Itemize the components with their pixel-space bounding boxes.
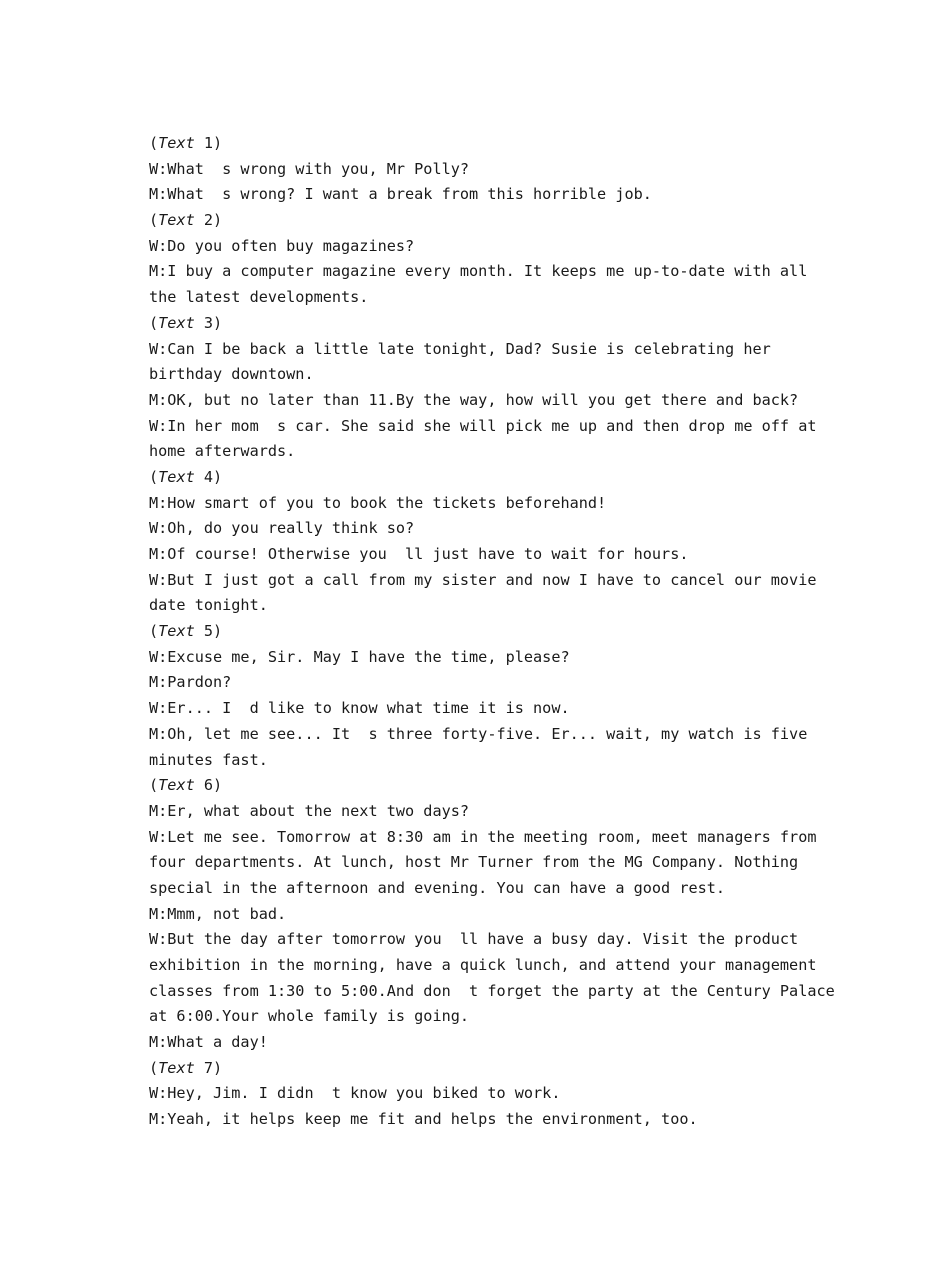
section-number: 4 [203, 467, 214, 486]
dialogue-line: W:But I just got a call from my sister and now I have to cancel our movie [149, 570, 817, 589]
open-paren: ( [149, 776, 159, 795]
dialogue-line: W:What s wrong with you, Mr Polly? [149, 159, 470, 178]
dialogue-line: M:I buy a computer magazine every month. It keeps me up-to-date with all [149, 262, 808, 281]
dialogue-line: at 6:00.Your whole family is going. [149, 1007, 470, 1026]
dialogue-line: M:Of course! Otherwise you ll just have to wait for hours. [149, 545, 689, 563]
dialogue-line: birthday downtown. [149, 365, 314, 384]
dialogue-line: date tonight. [149, 596, 268, 615]
section-label: Text [158, 1058, 195, 1077]
dialogue-line: W:Let me see. Tomorrow at 8:30 am in the meeting room, meet managers from [149, 827, 817, 846]
dialogue-line: W:In her mom s car. She said she will pick me up and then drop me off at [149, 416, 817, 435]
section-number: 1 [203, 134, 214, 152]
section-number: 6 [203, 776, 214, 795]
open-paren: ( [149, 622, 159, 641]
close-paren: ) [213, 211, 223, 230]
section-number: 7 [203, 1058, 214, 1077]
dialogue-line: M:What a day! [149, 1033, 268, 1052]
dialogue-line: W:Excuse me, Sir. May I have the time, please? [149, 647, 570, 666]
close-paren: ) [213, 467, 223, 486]
dialogue-line: the latest developments. [149, 288, 369, 307]
section-heading [149, 465, 849, 491]
section-heading [149, 619, 849, 645]
open-paren: ( [149, 134, 159, 152]
section-label: Text [158, 622, 195, 641]
close-paren: ) [213, 622, 223, 641]
section-heading [149, 773, 849, 799]
section-number: 3 [203, 313, 214, 332]
open-paren: ( [149, 1058, 159, 1077]
dialogue-line: W:But the day after tomorrow you ll have a busy day. Visit the product [149, 930, 799, 949]
dialogue-line: home afterwards. [149, 442, 296, 461]
dialogue-line: M:Mmm, not bad. [149, 904, 287, 923]
section-label: Text [158, 776, 195, 795]
dialogue-line: M:Oh, let me see... It s three forty-five. Er... wait, my watch is five [149, 724, 808, 743]
dialogue-line: W:Oh, do you really think so? [149, 519, 415, 538]
dialogue-line: minutes fast. [149, 750, 268, 769]
dialogue-line: M:How smart of you to book the tickets beforehand! [149, 493, 607, 512]
dialogue-line: M:Yeah, it helps keep me fit and helps the environment, too. [149, 1110, 698, 1129]
dialogue-line: special in the afternoon and evening. You can have a good rest. [149, 878, 726, 897]
close-paren: ) [213, 134, 223, 152]
dialogue-line: W:Hey, Jim. I didn t know you biked to work. [149, 1084, 561, 1103]
section-heading [149, 311, 849, 337]
dialogue-line: W:Er... I d like to know what time it is now. [149, 699, 570, 718]
section-number: 5 [203, 622, 214, 641]
dialogue-line: exhibition in the morning, have a quick lunch, and attend your management [149, 956, 817, 974]
section-label: Text [158, 134, 195, 152]
dialogue-line: classes from 1:30 to 5:00.And don t forget the party at the Century Palace [149, 981, 835, 1000]
close-paren: ) [213, 1058, 223, 1077]
open-paren: ( [149, 313, 159, 332]
dialogue-line: M:Pardon? [149, 673, 232, 692]
section-label: Text [158, 313, 195, 332]
section-label: Text [158, 467, 195, 486]
dialogue-line: M:Er, what about the next two days? [149, 801, 470, 820]
dialogue-line: W:Do you often buy magazines? [149, 236, 415, 255]
dialogue-line: M:What s wrong? I want a break from this horrible job. [149, 185, 652, 204]
section-number: 2 [203, 211, 214, 230]
dialogue-line: W:Can I be back a little late tonight, Dad? Susie is celebrating her [149, 339, 771, 358]
dialogue-line: M:OK, but no later than 11.By the way, how will you get there and back? [149, 390, 799, 409]
transcript-body [149, 131, 849, 1133]
close-paren: ) [213, 776, 223, 795]
open-paren: ( [149, 211, 159, 230]
section-label: Text [158, 211, 195, 230]
open-paren: ( [149, 467, 159, 486]
section-heading [149, 131, 849, 157]
close-paren: ) [213, 313, 223, 332]
dialogue-line: four departments. At lunch, host Mr Turner from the MG Company. Nothing [149, 853, 799, 872]
section-heading [149, 208, 849, 234]
section-heading [149, 1056, 849, 1082]
